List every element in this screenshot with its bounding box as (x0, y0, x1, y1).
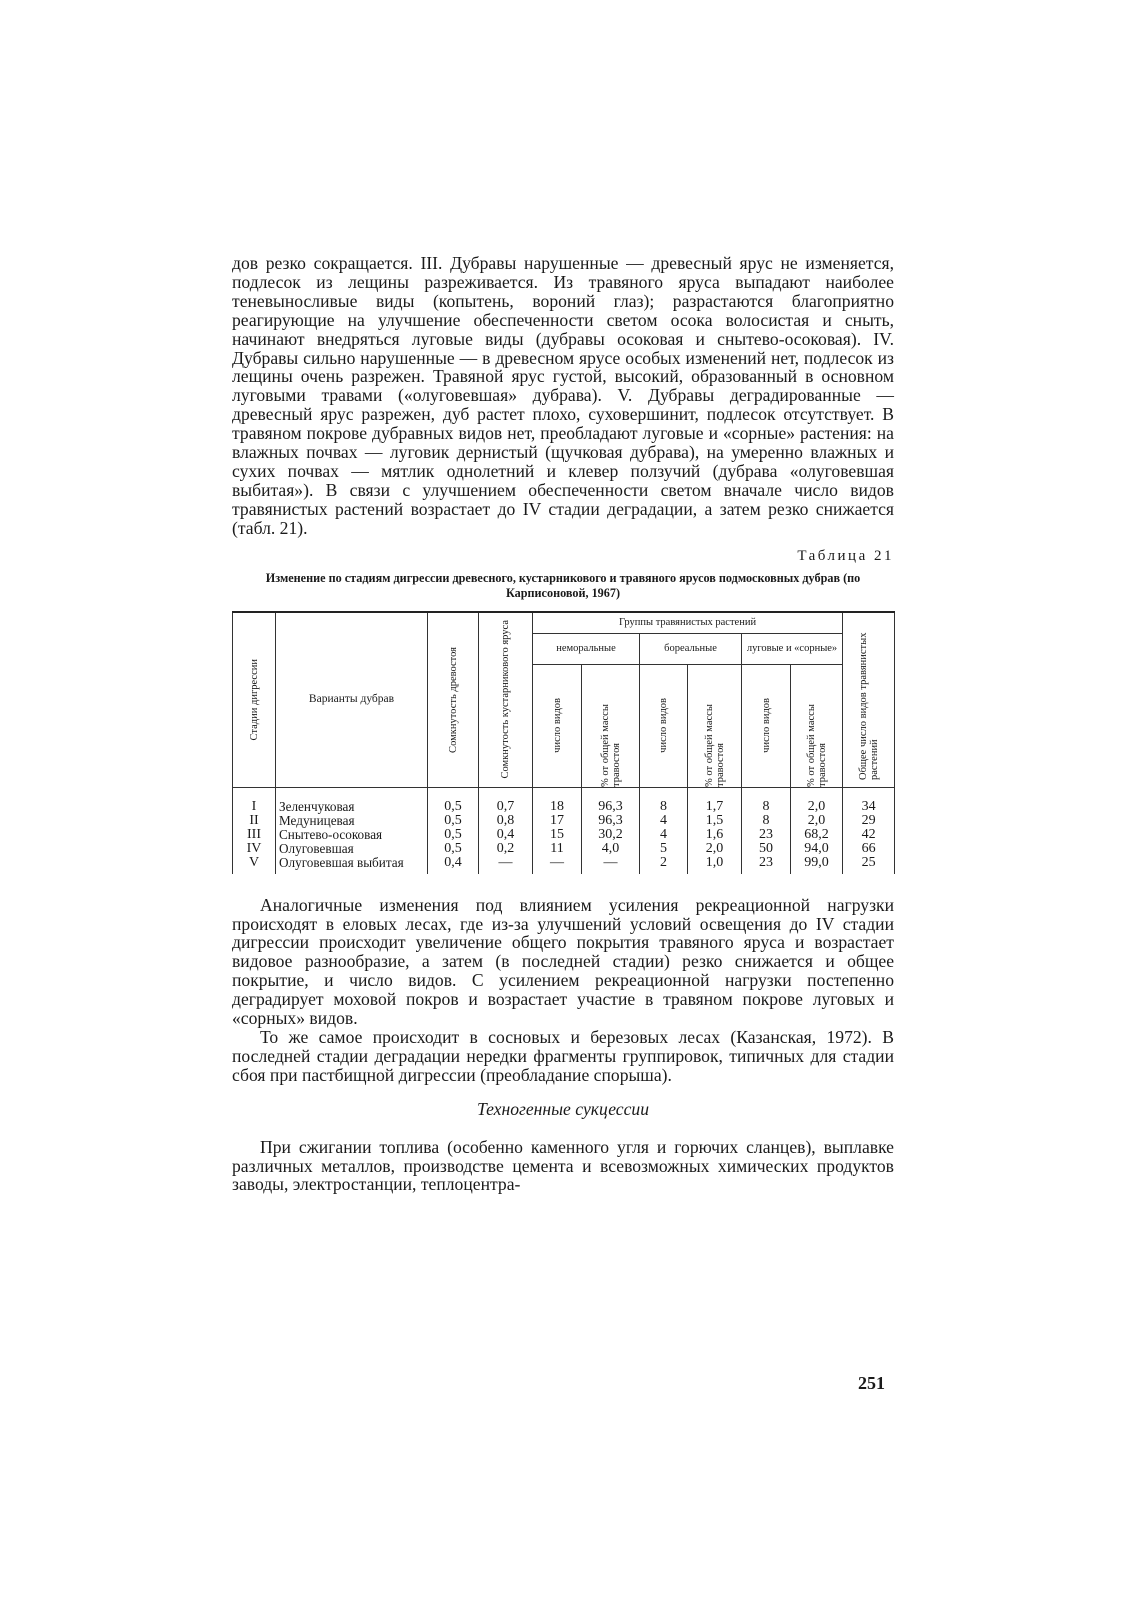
header-mea-count: число видов (742, 664, 791, 787)
cell-mea-percent: 2,0 (791, 787, 843, 814)
cell-bor-count: 8 (640, 787, 688, 814)
paragraph-3: То же самое происходит в сосновых и березовых лесах (Казанская, 1972). В последней стадии деградации нередки фрагменты группировок, типичных для стадии сбоя при пастбищной дигрессии (преобладание спорыша). (232, 1026, 894, 1085)
cell-total: 34 (843, 787, 895, 814)
cell-bor-percent: 1,0 (688, 856, 742, 874)
cell-variant: Зеленчуковая (276, 787, 428, 814)
header-bor-count: число видов (640, 664, 688, 787)
cell-stage: I (233, 787, 276, 814)
header-variant: Варианты дубрав (276, 612, 428, 788)
cell-bor-percent: 2,0 (688, 842, 742, 856)
cell-shrub: 0,2 (479, 842, 533, 856)
cell-shrub: 0,7 (479, 787, 533, 814)
table-caption: Изменение по стадиям дигрессии древесного, кустарникового и травяного ярусов подмосковных дубрав (по Карписоновой, 1967) (265, 570, 861, 600)
cell-tree: 0,5 (428, 828, 479, 842)
cell-mea-count: 23 (742, 828, 791, 842)
cell-nem-count: 15 (533, 828, 582, 842)
cell-stage: IV (233, 842, 276, 856)
header-meadow: луговые и «сорные» (742, 633, 843, 664)
final-paragraph (232, 1138, 894, 1195)
header-mea-percent: % от общей массы травостоя (791, 664, 843, 787)
cell-stage: II (233, 814, 276, 828)
cell-mea-count: 8 (742, 787, 791, 814)
cell-stage: III (233, 828, 276, 842)
cell-mea-percent: 68,2 (791, 828, 843, 842)
paragraph-text: дов резко сокращается. III. Дубравы нарушенные — древесный ярус не изменяется, подлесок из лещины разреживается. Из травяного яруса выпадают наиболее теневыносливые виды (копытень, вороний глаз); разрастаются благоприятно реагирующие на улучшение обеспеченности светом осока волосистая и сныть, начинают внедряться луговые виды (дубравы осоковая и снытево-осоковая). IV. Дубравы сильно нарушенные — в древесном ярусе особых изменений нет, подлесок из лещины очень разрежен. Травяной ярус густой, высокий, образованный в основном луговыми травами («олуговевшая» дубрава). V. Дубравы деградированные — древесный ярус разрежен, дуб растет плохо, суховершинит, подлесок отсутствует. В травяном покрове дубравных видов нет, преобладают луговые и «сорные» растения: на влажных почвах — луговик дернистый (щучковая дубрава), на умеренно влажных и сухих почвах — мятлик однолетний и клевер ползучий (дубрава «олуговевшая выбитая»). В связи с улучшением обеспеченности светом вначале число видов травянистых растений возрастает до IV стадии деградации, а затем резко снижается (табл. 21). (232, 253, 894, 538)
cell-stage: V (233, 856, 276, 874)
header-boreal: бореальные (640, 633, 742, 664)
cell-total: 66 (843, 842, 895, 856)
header-tree-closure: Сомкнутость древостоя (428, 612, 479, 788)
cell-mea-count: 23 (742, 856, 791, 874)
cell-bor-percent: 1,6 (688, 828, 742, 842)
paragraph-2: Аналогичные изменения под влиянием усиления рекреационной нагрузки происходят в еловых лесах, где из-за улучшений условий освещения до IV стадии дигрессии происходит увеличение общего покрытия травяного яруса и возрастает видовое разнообразие, а затем (в последней стадии) резко снижается и общее покрытие, и число видов. С усилением рекреационной нагрузки постепенно деградирует моховой покров и возрастает участие в травяном покрове луговых и «сорных» видов. (232, 894, 894, 1029)
table-row (233, 814, 895, 828)
table-row (233, 787, 895, 814)
cell-nem-count: 18 (533, 787, 582, 814)
cell-total: 42 (843, 828, 895, 842)
body-paragraphs (232, 896, 894, 1085)
header-groups: Группы травянистых растений (533, 612, 843, 634)
cell-mea-count: 50 (742, 842, 791, 856)
cell-shrub: — (479, 856, 533, 874)
header-nemoral: неморальные (533, 633, 640, 664)
cell-variant: Олуговевшая (276, 842, 428, 856)
cell-mea-count: 8 (742, 814, 791, 828)
paragraph-4: При сжигании топлива (особенно каменного угля и горючих сланцев), выплавке различных металлов, производстве цемента и всевозможных химических продуктов заводы, электростанции, теплоцентра- (232, 1136, 894, 1195)
header-nem-count: число видов (533, 664, 582, 787)
cell-bor-count: 4 (640, 814, 688, 828)
cell-shrub: 0,4 (479, 828, 533, 842)
header-shrub-closure: Сомкнутость кустарникового яруса (479, 612, 533, 788)
cell-nem-count: 17 (533, 814, 582, 828)
cell-tree: 0,5 (428, 814, 479, 828)
cell-bor-percent: 1,7 (688, 787, 742, 814)
cell-tree: 0,5 (428, 787, 479, 814)
cell-nem-count: 11 (533, 842, 582, 856)
data-table (232, 611, 895, 874)
cell-variant: Снытево-осоковая (276, 828, 428, 842)
cell-bor-percent: 1,5 (688, 814, 742, 828)
table-label: Таблица 21 (797, 547, 894, 564)
cell-tree: 0,5 (428, 842, 479, 856)
cell-total: 29 (843, 814, 895, 828)
cell-nem-percent: 96,3 (582, 787, 640, 814)
page-body (232, 254, 894, 1194)
table-row (233, 856, 895, 874)
cell-variant: Олуговевшая выбитая (276, 856, 428, 874)
header-total: Общее число видов травянистых растений (843, 612, 895, 788)
cell-bor-count: 5 (640, 842, 688, 856)
header-bor-percent: % от общей массы травостоя (688, 664, 742, 787)
page-number: 251 (858, 1373, 885, 1393)
cell-total: 25 (843, 856, 895, 874)
header-stage: Стадии дигрессии (233, 612, 276, 788)
section-heading: Техногенные сукцессии (476, 1098, 650, 1119)
header-nem-percent: % от общей массы травостоя (582, 664, 640, 787)
cell-nem-percent: 4,0 (582, 842, 640, 856)
cell-nem-percent: — (582, 856, 640, 874)
table-row (233, 828, 895, 842)
cell-mea-percent: 94,0 (791, 842, 843, 856)
cell-mea-percent: 2,0 (791, 814, 843, 828)
table-row (233, 842, 895, 856)
cell-bor-count: 2 (640, 856, 688, 874)
cell-variant: Медуницевая (276, 814, 428, 828)
cell-mea-percent: 99,0 (791, 856, 843, 874)
cell-tree: 0,4 (428, 856, 479, 874)
cell-shrub: 0,8 (479, 814, 533, 828)
cell-nem-percent: 96,3 (582, 814, 640, 828)
cell-bor-count: 4 (640, 828, 688, 842)
cell-nem-count: — (533, 856, 582, 874)
cell-nem-percent: 30,2 (582, 828, 640, 842)
top-paragraph (232, 254, 894, 538)
